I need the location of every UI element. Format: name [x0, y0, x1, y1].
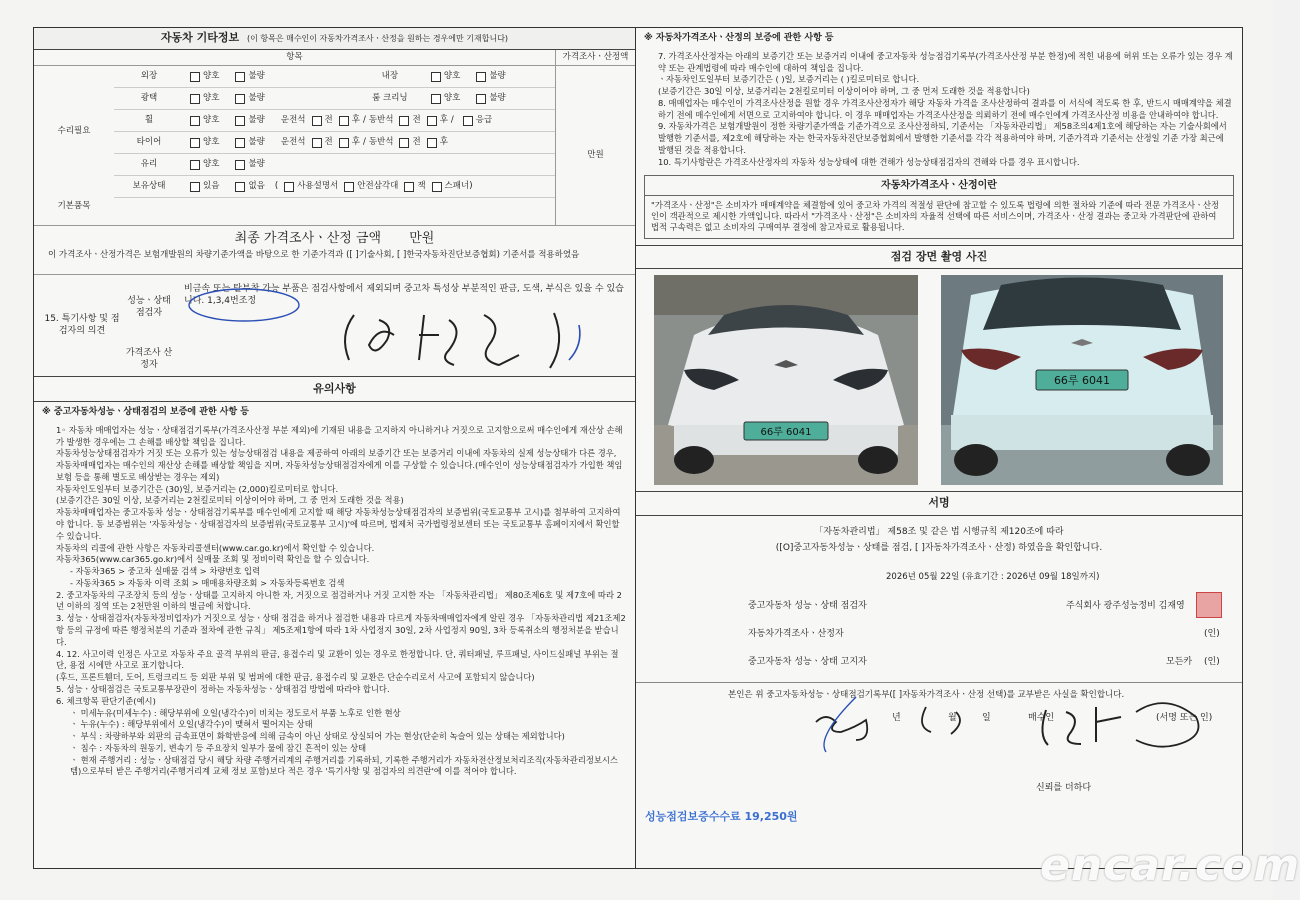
price-definition-title: 자동차가격조사ㆍ산정이란: [645, 176, 1233, 197]
interior-good-checkbox[interactable]: [431, 72, 441, 82]
row-wheel: 휠 양호 불량 운전석 전 후 / 동반석 전 후 / 응급: [114, 110, 555, 132]
rear-label: 후: [439, 136, 448, 147]
left-column: [33, 27, 636, 869]
price-notice-p9: 9. 자동차가격은 보험개발원이 정한 차량기준가액을 기준가격으로 조사산정하되, 기준서는 「자동차관리법」 제58조의4제1호에 해당하는 자는 기술사회에서 발행한 기준서를, 제2호에 해당하는 자는 한국자동차진단보증협회에서 발행한 기준서를 각각 적용하여야 하며, 기준가격과 기준서는 산정일 기준 가장 최근에 발행된 것을 적용합니다.: [658, 121, 1227, 156]
row-tire: 타이어 양호 불량 운전석 전 후 / 동반석 전 후: [114, 132, 555, 154]
etc-header-row: [34, 50, 635, 66]
owned-have-checkbox[interactable]: [190, 182, 200, 192]
caution-p11d: ㆍ 침수 : 자동차의 원동기, 변속기 등 주요장치 일부가 물에 잠긴 흔적이 있는 상태: [70, 742, 367, 753]
driver-label: 운전석: [280, 136, 306, 147]
right-column: [636, 27, 1243, 869]
bad-label: 불량: [248, 70, 265, 81]
notifier-value: 모든카: [1166, 657, 1193, 668]
caution-p11a: ㆍ 미세누유(미세누수) : 해당부위에 오일(냉각수)이 비치는 정도로서 부품 노후로 인한 현상: [70, 707, 401, 718]
caution-p8: 3. 성능ㆍ상태점검자(자동차정비업자)가 거짓으로 성능ㆍ상태 점검을 하거나 점검한 내용과 다르게 자동차매매업자에게 알린 경우 「자동차관리법 제21조제2항 등의 규정에 따른 행정처분의 기준과 절차에 관한 규칙」 제5조제1항에 따라 1차 사업정지 30일, 2차 사업정지 90일, 3차 등록취소의 행정처분을 받습니다.: [56, 613, 626, 647]
rear-plate-text: 66루 6041: [1053, 374, 1111, 388]
caution-p3b: (보증기간은 30일 이상, 보증거리는 2천킬로미터 이상이어야 하며, 그 중 먼저 도래한 것을 적용): [56, 495, 404, 506]
driver-label: 운전석: [280, 114, 306, 125]
etc-section-title: [34, 28, 635, 50]
final-price-unit: 만원: [409, 231, 435, 246]
exterior-good-checkbox[interactable]: [190, 72, 200, 82]
caution-p12: ㆍ 현재 주행거리 : 성능ㆍ상태점검 당시 해당 차량 주행거리계의 주행거리를 기록하되, 기록한 주행거리가 자동차전산정보처리조직(자동차관리정보시스템)으로부터 받은 주행거리(주행거리계 교체 정보 포함)보다 적은 경우 '특기사항 및 점검자의 의견란'에 이를 적어야 합니다.: [70, 754, 618, 777]
trust-line: 신뢰를 더하다: [1036, 783, 1092, 794]
caution-body: [42, 406, 627, 778]
caution-p4: 자동차매매업자는 중고자동차 성능ㆍ상태점검기록부를 매수인에게 고지할 때 해당 자동차성능상태점검자의 보증범위(국토교통부 고시)를 첨부하여 고지하여야 합니다. 동 보증범위는 '자동차성능ㆍ상태점검자의 보증범위(국토교통부 고시)'에 따르며, 법제처 국가법령정보센터 또는 국토교통부 홈페이지에서 확인할 수 있습니다.: [56, 507, 621, 541]
good-label: 양호: [203, 136, 220, 147]
price-notice-body: [636, 28, 1242, 169]
caution-p6b: - 자동차365 > 자동차 이력 조회 > 매매용차량조회 > 자동차등록번호 검색: [70, 577, 345, 588]
row-owned: 보유상태 있음 없음 ( 사용설명서 안전삼각대 잭 스패너 ): [114, 176, 555, 198]
col-price-header: 가격조사ㆍ산정액: [555, 50, 635, 65]
wheel-emergency-checkbox[interactable]: [463, 116, 473, 126]
tire-good-checkbox[interactable]: [190, 138, 200, 148]
bad-label: 불량: [248, 158, 265, 169]
caution-p7: 2. 중고자동차의 구조장치 등의 성능ㆍ상태를 고지하지 아니한 자, 거짓으로 점검하거나 거짓 고지한 자는 「자동차관리법」 제80조제6호 및 제7호에 따라 2년 이하의 징역 또는 2천만원 이하의 벌금에 처합니다.: [56, 589, 622, 612]
good-label: 양호: [203, 70, 220, 81]
photo-section-title: 점검 장면 촬영 사진: [636, 245, 1242, 270]
bad-label: 불량: [248, 136, 265, 147]
label-owned: 보유상태: [132, 180, 166, 191]
law-line: 「자동차관리법」 제58조 및 같은 법 시행규칙 제120조에 따라: [814, 527, 1064, 538]
row-gloss-roomclean: [114, 88, 555, 110]
price-notice-p10: 10. 특기사항란은 가격조사산정자의 자동차 성능상태에 대한 견해가 성능상태점검자의 견해와 다를 경우 표시합니다.: [658, 156, 1080, 167]
caution-p10: 5. 성능ㆍ상태점검은 국토교통부장관이 정하는 자동차성능ㆍ상태점검 방법에 따라야 합니다.: [56, 683, 390, 694]
final-price-label: 최종 가격조사ㆍ산정 금액: [234, 231, 382, 246]
col-item-header: 항목: [286, 52, 303, 62]
repair-needed-label: 수리필요: [57, 126, 91, 136]
roomclean-good-checkbox[interactable]: [431, 94, 441, 104]
good-label: 양호: [203, 114, 220, 125]
tire-passenger-rear-checkbox[interactable]: [427, 138, 437, 148]
none-label: 없음: [248, 180, 265, 191]
front-label: 전: [324, 114, 333, 125]
price-notice-p7a: ㆍ자동차인도일부터 보증기간은 ( )일, 보증거리는 ( )킬로미터로 합니다.: [658, 74, 920, 85]
bad-label: 불량: [248, 114, 265, 125]
caution-p9: 4. 12. 사고이력 인정은 사고로 자동차 주요 골격 부위의 판금, 용접수리 및 교환이 있는 경우로 한정합니다. 단, 쿼터패널, 루프패널, 사이드실패널 부위는 절단, 용접 시에만 사고로 표기합니다.: [56, 648, 619, 671]
apply-standard-line: 이 가격조사ㆍ산정가격은 보험개발원의 차량기준가액을 바탕으로 한 기준가격과 ([ ]기술사회, [ ]한국자동차진단보증협회) 기준서를 적용하였음: [48, 250, 580, 260]
caution-p11b: ㆍ 누유(누수) : 해당부위에서 오일(냉각수)이 맺혀서 떨어지는 상태: [70, 719, 313, 730]
price-column: [555, 66, 635, 226]
caution-p9b: (후드, 프론트휀더, 도어, 트렁크리드 등 외판 부위 및 범퍼에 대한 판금, 용접수리 및 교환은 단순수리로서 사고에 포함되지 않습니다): [56, 672, 535, 683]
confirm-line: ([O]중고자동차성능ㆍ상태를 점검, [ ]자동차가격조사ㆍ산정) 하였음을 확인합니다.: [775, 543, 1103, 554]
price-notice-subheading: ※ 자동차가격조사ㆍ산정의 보증에 관한 사항 등: [644, 33, 834, 43]
rear-label: 후: [439, 114, 448, 125]
day-unit: 일: [982, 713, 991, 724]
buyer-label: 매수인: [1028, 713, 1055, 724]
caution-p11c: ㆍ 부식 : 차량하부와 외판의 금속표면이 화학반응에 의해 금속이 아닌 상태로 상실되어 가는 현상(단순히 녹슬어 있는 상태는 제외합니다): [70, 731, 565, 742]
wheel-bad-checkbox[interactable]: [235, 116, 245, 126]
bad-label: 불량: [248, 92, 265, 103]
fee-stamp: 성능점검보증수수료 19,250원: [645, 810, 798, 823]
bad-label: 불량: [489, 70, 506, 81]
jack-checkbox[interactable]: [404, 182, 414, 192]
price-definition-box: [644, 175, 1234, 239]
good-label: 양호: [203, 158, 220, 169]
manual-label: 사용설명서: [297, 180, 339, 191]
caution-p1: 1◦ 자동차 매매업자는 성능ㆍ상태점검기록부(가격조사산정 부분 제외)에 기재된 내용을 고지하지 아니하거나 거짓으로 고지함으로써 매수인에게 재산상 손해가 발생한 경우에는 그 손해를 배상할 책임을 집니다.: [56, 424, 623, 447]
month-unit: 월: [948, 713, 957, 724]
opinion-inspector-label: 성능ㆍ상태 점검자: [127, 296, 171, 319]
row-exterior-interior: [114, 66, 555, 88]
bad-label: 불량: [489, 92, 506, 103]
front-car-photo: [654, 275, 918, 485]
etc-grid-body: [34, 66, 635, 226]
front-label: 전: [324, 136, 333, 147]
label-interior: 내장: [381, 70, 399, 81]
passenger-label: 동반석: [368, 136, 394, 147]
tire-driver-front-checkbox[interactable]: [312, 138, 322, 148]
tire-driver-rear-checkbox[interactable]: [339, 138, 349, 148]
notifier-seal: (인): [1204, 657, 1220, 668]
glass-good-checkbox[interactable]: [190, 160, 200, 170]
spanner-checkbox[interactable]: [432, 182, 442, 192]
price-definition-text: "가격조사ㆍ산정"은 소비자가 매매계약을 체결함에 있어 중고차 가격의 적절성 판단에 참고할 수 있도록 법령에 의한 절차와 기준에 따라 전문 가격조사ㆍ산정인이 객관적으로 제시한 가액입니다. 따라서 "가격조사ㆍ산정"은 소비자의 자율적 선택에 따른 서비스이며, 가격조사ㆍ산정 결과는 중고차 가격판단에 관하여 법적 구속력은 없고 소비자의 구매여부 결정에 참고자료로 활용됩니다.: [651, 200, 1220, 233]
exterior-bad-checkbox[interactable]: [235, 72, 245, 82]
tire-bad-checkbox[interactable]: [235, 138, 245, 148]
wheel-passenger-rear-checkbox[interactable]: [427, 116, 437, 126]
etc-grid: [34, 50, 635, 226]
photo-section: [636, 269, 1242, 491]
label-glass: 유리: [140, 158, 158, 169]
wheel-driver-rear-checkbox[interactable]: [339, 116, 349, 126]
wheel-driver-front-checkbox[interactable]: [312, 116, 322, 126]
caution-p6a: - 자동차365 > 중고차 실매물 검색 > 차량번호 입력: [70, 566, 261, 577]
interior-bad-checkbox[interactable]: [476, 72, 486, 82]
triangle-label: 안전삼각대: [357, 180, 399, 191]
appraiser-label: 자동차가격조사ㆍ산정자: [748, 629, 844, 640]
price-unit: 만원: [587, 150, 604, 160]
etc-title: 자동차 기타정보: [160, 31, 240, 44]
passenger-label: 동반석: [368, 114, 394, 125]
row-glass: [114, 154, 555, 176]
gloss-bad-checkbox[interactable]: [235, 94, 245, 104]
inspector-signature-scribble: [184, 285, 604, 375]
have-label: 있음: [203, 180, 220, 191]
signature-section-title: 서명: [636, 491, 1242, 516]
opinion-appraiser-label: 가격조사 산정자: [125, 348, 173, 371]
front-plate-text: 66루 6041: [760, 427, 812, 439]
tire-passenger-front-checkbox[interactable]: [399, 138, 409, 148]
opinion-text: 비금속 또는 탈부착 가능 부품은 점검사항에서 제외되며 중고차 특성상 부분적인 판금, 도색, 부식은 있을 수 있습니다. 1,3,4번조정: [184, 284, 624, 307]
receipt-line: 본인은 위 중고자동차성능ㆍ상태점검기록부([ ]자동차가격조사ㆍ산정 선택)를 교부받은 사실을 확인합니다.: [728, 690, 1125, 701]
price-notice-p8: 8. 매매업자는 매수인이 가격조사산정을 원할 경우 가격조사산정자가 해당 자동차 가격을 조사산정하여 결과를 이 서식에 적도록 한 후, 반드시 매매계약을 체결하기 전에 매수인에게 서면으로 고지하여야 합니다. 이 경우 매매업자는 가격조사산정을 의뢰하기 전에 매수인에게 가격조사산정 비용을 안내하여야 합니다.: [658, 97, 1232, 120]
caution-title: 유의사항: [34, 378, 635, 402]
spanner-label: 스패너: [444, 180, 470, 191]
triangle-checkbox[interactable]: [344, 182, 354, 192]
rear-label: 후: [351, 114, 360, 125]
notifier-label: 중고자동차 성능ㆍ상태 고지자: [748, 657, 867, 668]
etc-title-sub: (이 항목은 매수인이 자동차가격조사ㆍ산정을 원하는 경우에만 기재합니다): [246, 34, 509, 43]
caution-p6: 자동차365(www.car365.go.kr)에서 실매물 조회 및 정비이력 확인을 할 수 있습니다.: [56, 554, 370, 565]
rear-car-photo: [941, 275, 1223, 485]
caution-subheading: ※ 중고자동차성능ㆍ상태점검의 보증에 관한 사항 등: [42, 407, 249, 417]
appraiser-seal: (인): [1204, 629, 1220, 640]
inspector-label: 중고자동차 성능ㆍ상태 점검자: [748, 601, 867, 612]
buyer-seal: (서명 또는 인): [1156, 713, 1213, 724]
encar-watermark: encar.com: [1040, 840, 1300, 891]
good-label: 양호: [443, 70, 461, 81]
basic-items-label: 기본품목: [57, 201, 91, 211]
good-label: 양호: [203, 92, 220, 103]
good-label: 양호: [443, 92, 461, 103]
date-line: 2026년 05월 22일 (유효기간 : 2026년 09월 18일까지): [886, 572, 1100, 583]
front-label: 전: [412, 114, 421, 125]
rear-label: 후: [351, 136, 360, 147]
inspector-seal-stamp: [1196, 592, 1222, 618]
label-exterior: 외장: [140, 70, 158, 81]
glass-bad-checkbox[interactable]: [235, 160, 245, 170]
label-wheel: 휠: [144, 114, 154, 125]
wheel-good-checkbox[interactable]: [190, 116, 200, 126]
emergency-label: 응급: [475, 114, 493, 125]
label-tire: 타이어: [136, 136, 162, 147]
buyer-signature-scribble: [796, 692, 1236, 752]
caution-p11: 6. 체크항목 판단기준(예시): [56, 695, 156, 706]
caution-p3: 자동차인도일부터 보증기간은 (30)일, 보증거리는 (2,000)킬로미터로 합니다.: [56, 483, 339, 494]
label-roomclean: 룸 크리닝: [372, 92, 408, 103]
front-label: 전: [412, 136, 421, 147]
opinion-section: [34, 274, 635, 377]
inspector-value: 주식회사 광주성능정비 김재영: [1066, 601, 1185, 612]
wheel-passenger-front-checkbox[interactable]: [399, 116, 409, 126]
owned-none-checkbox[interactable]: [235, 182, 245, 192]
caution-p2: 자동차성능상태점검자가 거짓 또는 오류가 있는 성능상태점검 내용을 제공하여 아래의 보증기간 또는 보증거리 이내에 자동차의 실제 성능상태가 다른 경우, 자동차매매업자는 매수인의 재산상 손해를 배상할 책임을 지며, 자동차성능상태점검자에게 이를 구상할 수 있습니다.(매수인이 성능상태점검자가 가입한 책임보험 등을 통해 별도로 배상받는 경우는 제외): [56, 448, 623, 482]
gloss-good-checkbox[interactable]: [190, 94, 200, 104]
opinion-label: 15. 특기사항 및 점검자의 의견: [44, 314, 120, 337]
roomclean-bad-checkbox[interactable]: [476, 94, 486, 104]
price-notice-p7: 7. 가격조사산정자는 아래의 보증기간 또는 보증거리 이내에 중고자동차 성능점검기록부(가격조사산정 부분 한정)에 적힌 내용에 허위 또는 오류가 있는 경우 계약 또는 관계법령에 따라 매수인에 대하여 책임을 집니다.: [658, 50, 1233, 73]
jack-label: 잭: [417, 180, 426, 191]
year-unit: 년: [892, 713, 901, 724]
signature-section: [636, 516, 1242, 800]
price-notice-p7b: (보증기간은 30일 이상, 보증거리는 2천킬로미터 이상이어야 하며, 그 중 먼저 도래한 것을 적용합니다): [658, 86, 1030, 97]
manual-checkbox[interactable]: [284, 182, 294, 192]
label-gloss: 광택: [140, 92, 158, 103]
caution-p5: 자동차의 리콜에 관한 사항은 자동차리콜센터(www.car.go.kr)에서 확인할 수 있습니다.: [56, 542, 375, 553]
